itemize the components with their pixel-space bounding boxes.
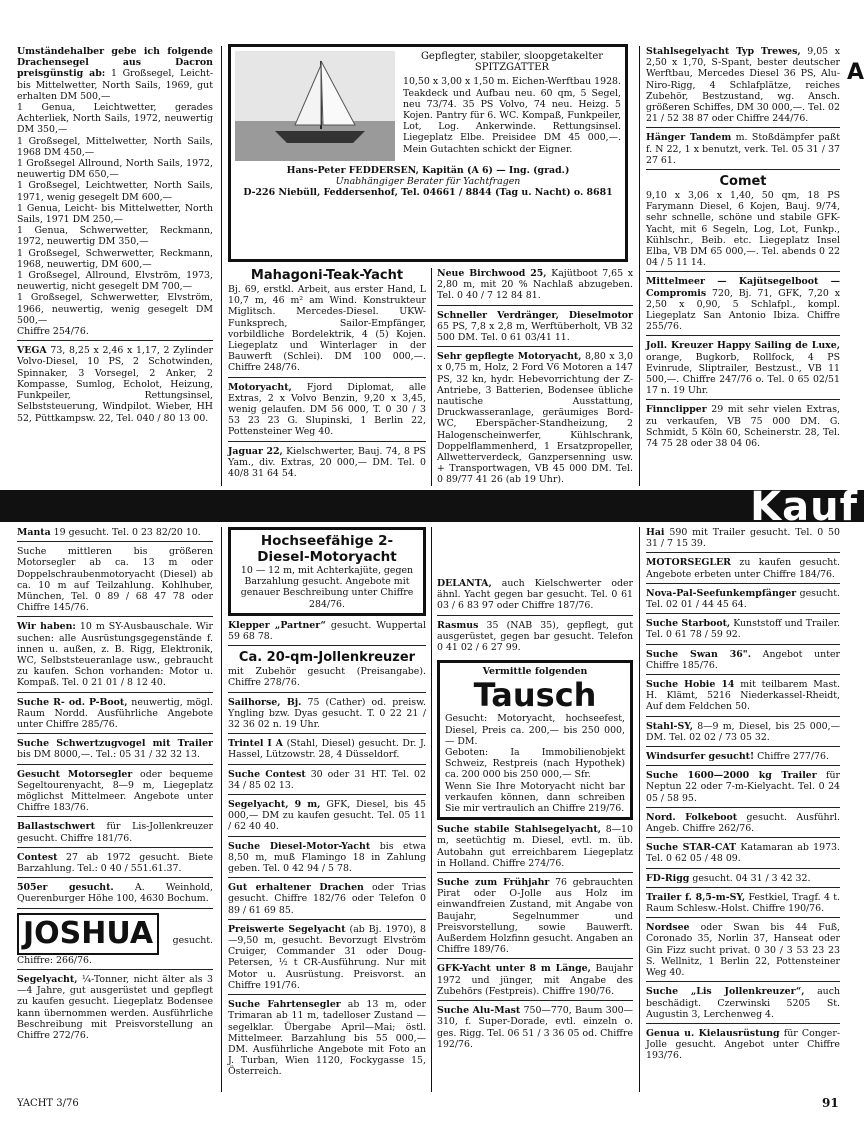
- ad-headline: Segelyacht,: [17, 973, 78, 985]
- ad-text: orange, Bugkorb, Rollfock, 4 PS Evinrude, Sliptrailer, Bestzust., VB 11 500,—. Chiffre 247/76 o. Tel. 0 65 02/51 17 n. 19 Uhr.: [646, 351, 840, 397]
- ad-text: (ab Bj. 1970), 8—9,50 m, gesucht. Bevorzugt Elvström Cruiger, Commander 31 oder Doug-Petersen, ½ t CR-Ausführung. Nur mit Motor u. Ausrüstung. Preisvorst. an Chiffre 191/76.: [228, 923, 426, 991]
- classified-ad: [437, 963, 633, 1001]
- ad-text: oder Trias gesucht. Chiffre 182/76 oder Telefon 0 89 / 61 69 85.: [228, 882, 426, 916]
- classified-ad: [437, 578, 633, 616]
- ad-text: A. Weinhold, Querenburger Höhe 100, 4630 Bochum.: [17, 882, 213, 905]
- classified-ad: [17, 913, 213, 970]
- classified-ad: [646, 842, 840, 868]
- classified-ad: [646, 679, 840, 717]
- footer-issue: YACHT 3/76: [17, 1098, 79, 1109]
- ad-text: 76 gebrauchten Pirat oder O-Jolle aus Holz im einwandfreien Zustand, mit Angabe von Baujahr, Segelnummer und Preisvorstellung, sowie Bauwerft. Außerdem Holzfinn gesucht. Angaben an Chiffre 189/76.: [437, 877, 633, 956]
- ad-text: bis DM 8000,—. Tel.: 05 31 / 32 32 13.: [17, 749, 200, 761]
- ad-headline: Suche R- od. P-Boot,: [17, 696, 128, 708]
- ad-text: bis etwa 8,50 m, muß Flamingo 18 in Zahlung geben. Tel. 0 42 94 / 5 78.: [228, 840, 426, 875]
- tausch-heading: Tausch: [473, 676, 597, 715]
- ad-headline: Schneller Verdränger, Dieselmotor: [437, 309, 633, 321]
- classified-ad: [646, 892, 840, 918]
- classified-ad: [228, 924, 426, 995]
- ad-headline: Trintel I A: [228, 738, 283, 750]
- ad-headline: Suche Diesel-Motor-Yacht: [228, 840, 371, 852]
- ad-text: 8—9 m, Diesel, bis 25 000,— DM. Tel. 02 02 / 73 05 32.: [646, 720, 840, 743]
- spitzgatter-body: 10,50 x 3,00 x 1,50 m. Eichen-Werftbau 1928. Teakdeck und Aufbau neu. 60 qm, 5 Segel, neu 73/74. 35 PS Volvo, 74 neu. Heizg. 5 Kojen. Pantry für 6. WC. Kompaß, Funkpeiler, Lot, Log. Ankerwinde. Rettungsinsel. Liegeplatz Elbe. Preisidee DM 45 000,—. Mein Gutachten schickt der Eigner.: [403, 76, 621, 155]
- ad-text: 30 oder 31 HT. Tel. 02 34 / 85 02 13.: [228, 768, 426, 791]
- ad-headline: Neue Birchwood 25,: [437, 268, 547, 279]
- ad-text: gesucht. Chiffre: 266/76.: [17, 934, 213, 966]
- ad-text: Katamaran ab 1973. Tel. 0 62 05 / 48 09.: [646, 842, 841, 865]
- classified-ad: [17, 882, 213, 908]
- classified-ad: [646, 1028, 840, 1065]
- ad-headline: Preiswerte Segelyacht: [228, 923, 346, 935]
- tausch-box: [437, 660, 633, 820]
- classified-ad: [17, 769, 213, 818]
- ad-headline: Ballastschwert: [17, 821, 95, 833]
- classified-ad: [646, 132, 840, 170]
- ad-headline: Gut erhaltener Drachen: [228, 882, 364, 894]
- ad-headline: Stahl-SY,: [646, 720, 693, 732]
- spitzgatter-title: Gepflegter, stabiler, sloopgetakelter SPITZGATTER: [420, 51, 604, 74]
- column-top-right: [646, 46, 840, 456]
- classified-ad: [646, 618, 840, 644]
- classified-ad: [228, 841, 426, 879]
- ad-text: 9,10 x 3,06 x 1,40, 50 qm, 18 PS Farymann Diesel, 6 Kojen, Bauj. 9/74, sehr schnelle, schöne und stabile GFK-Yacht, mit 6 Segeln, Log, Lot, Funkp., Kühlschr., Beib. etc. Liegeplatz Insel Elba, VB DM 65 000,—. Tel. abends 0 22 04 / 5 11 14.: [646, 190, 840, 269]
- ad-text: auch beschädigt. Czerwinski 5205 St. Augustin 3, Lerchenweg 4.: [646, 986, 840, 1020]
- ad-text: Festkiel, Tragf. 4 t. Raum Schlesw.-Holst. Chiffre 190/76.: [646, 891, 841, 915]
- classified-ad: [17, 345, 213, 426]
- ad-headline: Umständehalber gebe ich folgende Drachensegel aus Dacron preisgünstig ab:: [17, 46, 213, 80]
- ad-headline: Suche 1600—2000 kg Trailer: [646, 770, 817, 782]
- classified-ad: [17, 46, 213, 341]
- ad-headline: Suche „Lis Jollenkreuzer“,: [646, 986, 805, 998]
- column-bottom-2: [228, 527, 426, 1085]
- ad-headline: Joll. Kreuzer Happy Sailing de Luxe,: [646, 340, 840, 352]
- ad-text: Suche mittleren bis größeren Motorsegler ab ca. 13 m oder Doppelschraubenmotoryacht (Diesel) ab ca. 10 m auf Teilzahlung. Kohlhuber, München, Tel. 0 89 / 68 47 78 oder Chiffre 145/76.: [17, 546, 213, 614]
- kauf-banner: [0, 484, 864, 530]
- classified-ad: [228, 738, 426, 764]
- classified-ad: [646, 751, 840, 766]
- ad-headline: Nova-Pal-Seefunkempfänger: [646, 587, 797, 599]
- ad-headline: Stahlsegelyacht Typ Trewes,: [646, 46, 801, 57]
- classified-ad: [646, 276, 840, 336]
- ad-headline: Ca. 20-qm-Jollenkreuzer: [238, 650, 416, 666]
- ad-text: ¼-Tonner, nicht älter als 3—4 Jahre, gut ausgerüstet und gepflegt zu kaufen gesucht. Liegeplatz Bodensee kann übernommen werden. Ausführliche Beschreibung mit Preisvorstellung an Chiffre 272/76.: [17, 973, 213, 1041]
- motoryacht-body: 10 — 12 m, mit Achterkajüte, gegen Barzahlung gesucht. Angebote mit genauer Beschreibung unter Chiffre 284/76.: [240, 565, 414, 610]
- classified-ad: [228, 650, 426, 692]
- ad-text: für Neptun 22 oder 7-m-Kielyacht. Tel. 0 24 05 / 58 95.: [646, 770, 840, 804]
- ad-headline: FD-Rigg: [646, 872, 690, 884]
- classified-ad: [228, 446, 426, 483]
- ad-text: gesucht. 04 31 / 3 42 32.: [692, 872, 811, 884]
- classified-ad: [228, 620, 426, 646]
- ad-headline: Suche Schwertzugvogel mit Trailer: [17, 738, 213, 750]
- column-top-mid-left: [228, 268, 426, 486]
- advisor-address: D-226 Niebüll, Feddersenhof, Tel. 04661 / 8844 (Tag u. Nacht) o. 8681: [243, 187, 613, 199]
- classified-ad: [646, 340, 840, 400]
- sailboat-photo: [235, 51, 395, 161]
- classified-ad: [17, 527, 213, 542]
- ad-text: 19 gesucht. Tel. 0 23 82/20 10.: [53, 527, 201, 538]
- ad-text: 720, Bj. 71, GFK, 7,20 x 2,50 x 0,90, 5 Schlafpl., kompl. Liegeplatz San Antonio Ibiza. Chiffre 255/76.: [646, 287, 840, 333]
- ad-headline: Manta: [17, 527, 51, 538]
- classified-ad: [17, 821, 213, 847]
- ad-text: auch Kielschwerter oder ähnl. Yacht gegen bar gesucht. Tel. 0 61 03 / 6 83 97 oder Chiffre 187/76.: [437, 578, 633, 612]
- classified-ad: [437, 268, 633, 306]
- ad-text: Chiffre 277/76.: [757, 751, 829, 763]
- ad-text: 35 (NAB 35), gepflegt, gut ausgerüstet, gegen bar gesucht. Telefon 0 41 02 / 6 27 99.: [437, 619, 633, 654]
- ad-headline: Suche zum Frühjahr: [437, 877, 550, 889]
- ad-headline: Comet: [719, 174, 767, 190]
- ad-headline: Gesucht Motorsegler: [17, 768, 133, 780]
- ad-text: 1 Großsegel, Leicht- bis Mittelwetter, North Sails, 1969, gut erhalten DM 500,— 1 Genua, Leichtwetter, gerades Achterliek, North Sails, 1972, neuwertig DM 350,— 1 Großsegel, Mittelwetter, North Sails, 1968 DM 450,— 1 Großsegel Allround, North Sails, 1972, neuwertig DM 650,— 1 Großsegel, Leichtwetter, North Sails, 1971, wenig gesegelt DM 600,— 1 Genua, Leicht- bis Mittelwetter, North Sails, 1971 DM 250,— 1 Genua, Schwerwetter, Reckmann, 1972, neuwertig DM 350,— 1 Großsegel, Schwerwetter, Reckmann, 1968, neuwertig, DM 600,— 1 Großsegel, Allround, Elvström, 1973, neuwertig, nicht gesegelt DM 700,— 1 Großsegel, Schwerwetter, Elvström, 1966, neuwertig, wenig gesegelt DM 500,— Chiffre 254/76.: [17, 68, 213, 338]
- advisor-subtitle: Unabhängiger Berater für Yachtfragen: [335, 176, 521, 188]
- column-top-mid-right: [437, 268, 633, 493]
- classified-ad: [228, 382, 426, 442]
- classified-ad: [437, 824, 633, 873]
- ad-text: Kunststoff und Trailer. Tel. 0 61 78 / 59 92.: [646, 618, 840, 641]
- ad-text: 750—770, Baum 300—310, f. Super-Dorade, evtl. einzeln o. ges. Rigg. Tel. 06 51 / 3 36 05 od. Chiffre 192/76.: [437, 1005, 633, 1050]
- ad-text: Kielschwerter, Bauj. 74, 8 PS Yam., div. Extras, 20 000,— DM. Tel. 0 40/8 31 64 54.: [228, 445, 426, 480]
- ad-headline: Contest: [17, 851, 58, 863]
- ad-headline: Suche Alu-Mast: [437, 1005, 521, 1017]
- ad-text: oder Swan bis 44 Fuß, Coronado 35, Norlin 37, Hanseat oder Gin Fizz sucht privat. 0 30 / 3 53 23 23 S. Wellnitz, 1 Berlin 22, Pottensteiner Weg 40.: [646, 922, 840, 979]
- classified-ad: [646, 873, 840, 888]
- classified-ad: [646, 588, 840, 614]
- ad-text: Bj. 69, erstkl. Arbeit, aus erster Hand, L 10,7 m, 46 m² am Wind. Konstrukteur Miglitsch. Mercedes-Diesel. UKW-Funksprech, Sailor-Empfänger, vorbildliche Bordelektrik, 4 (5) Kojen. Liegeplatz und Winterlager in der Bauwerft (Schlei). DM 100 000,—. Chiffre 248/76.: [228, 284, 426, 374]
- classified-ad: [646, 770, 840, 808]
- ad-text: m. Stoßdämpfer paßt f. N 22, 1 x benutzt, verk. Tel. 05 31 / 37 27 61.: [646, 132, 840, 166]
- ad-headline: Hai: [646, 527, 665, 538]
- ad-headline: Suche Starboot,: [646, 618, 731, 630]
- ad-headline: Trailer f. 8,5-m-SY,: [646, 891, 746, 903]
- ad-headline: Suche Contest: [228, 768, 306, 780]
- classified-ad: [646, 404, 840, 452]
- tausch-body: Gesucht: Motoryacht, hochseefest, Diesel, Preis ca. 200,— bis 250 000,— DM. Geboten: Ia Immobilienobjekt Schweiz, Restpreis (nach Hypothek) ca. 200 000 bis 250 000,— Sfr. Wenn Sie Ihre Motoryacht nicht bar verkaufen können, dann schreiben Sie mir vertraulich an Chiffre 219/76.: [445, 713, 625, 815]
- classified-ad: [17, 738, 213, 764]
- classified-ad: [646, 174, 840, 272]
- ad-headline: Sehr gepflegte Motoryacht,: [437, 351, 582, 363]
- ad-headline: DELANTA,: [437, 578, 492, 589]
- classified-ad: [646, 986, 840, 1024]
- spitzgatter-ad: [228, 44, 628, 262]
- ad-headline: Finnclipper: [646, 404, 707, 416]
- column-bottom-3: [437, 578, 633, 1057]
- ad-headline: Windsurfer gesucht!: [646, 751, 755, 763]
- classified-ad: [17, 974, 213, 1044]
- ad-headline: Wir haben:: [17, 621, 76, 633]
- classified-ad: [17, 546, 213, 617]
- ad-headline: JOSHUA: [17, 913, 159, 955]
- ad-text: 10 m SY-Ausbauschale. Wir suchen: alle Ausrüstungsgegenstände f. innen u. außen, z. B. Rigg, Elektronik, WC, Selbststeueranlage usw., gebraucht zu kaufen. Schon vorhanden: Motor u. Kompaß. Tel. 0 21 01 / 8 12 40.: [17, 621, 214, 689]
- column-bottom-1: [17, 527, 213, 1048]
- motoryacht-box: [228, 527, 426, 616]
- ad-headline: Klepper „Partner“: [228, 619, 326, 631]
- classified-ad: [646, 46, 840, 128]
- ad-text: Angebot unter Chiffre 185/76.: [646, 648, 841, 671]
- ad-text: Fjord Diplomat, alle Extras, 2 x Volvo Benzin, 9,20 x 3,45, wenig gelaufen. DM 56 000, T. 0 30 / 3 53 23 23 G. Slupinski, 1 Berlin 22, Pottensteiner Weg 40.: [228, 381, 426, 438]
- ad-text: zu kaufen gesucht. Angebote erbeten unter Chiffre 184/76.: [646, 557, 840, 580]
- kauf-heading: Kauf: [750, 484, 858, 530]
- ad-text: für Lis-Jollenkreuzer gesucht. Chiffre 181/76.: [17, 821, 213, 844]
- advisor-name: Hans-Peter FEDDERSEN, Kapitän (A 6) — Ing. (grad.): [286, 165, 570, 176]
- ad-text: 75 (Cather) od. preisw. Yngling bzw. Dyas gesucht. T. 0 22 21 / 32 36 02 n. 19 Uhr.: [228, 696, 426, 731]
- ad-text: 73, 8,25 x 2,46 x 1,17, 2 Zylinder Volvo-Diesel, 10 PS, 2 Schotwinden, Spinnaker, 3 Vorsegel, 2 Anker, 2 Kompasse, Sumlog, Echolot, Heizung, Funkpeiler, Rettungsinsel, Selbststeuerung, Windpilot. Wieber, HH 52, Püttkampsw. 22, Tel. 040 / 80 13 00.: [17, 345, 213, 424]
- ad-text: 8—10 m, seetüchtig m. Diesel, evtl. m. üb. Autobahn gut erreichbarem Liegeplatz in Holland. Chiffre 274/76.: [437, 824, 633, 869]
- ad-headline: Segelyacht, 9 m,: [228, 799, 321, 811]
- ad-headline: GFK-Yacht unter 8 m Länge,: [437, 963, 591, 975]
- ad-headline: VEGA: [17, 345, 47, 357]
- classified-ad: [437, 310, 633, 348]
- ad-text: 65 PS, 7,8 x 2,8 m, Werftüberholt, VB 32 500 DM. Tel. 0 61 03/41 11.: [437, 320, 633, 344]
- ad-text: oder bequeme Segeltourenyacht, 8—9 m, Liegeplatz möglichst Mittelmeer. Angebote unter Chiffre 183/76.: [17, 768, 214, 814]
- classified-ad: [646, 557, 840, 583]
- classified-ad: [17, 852, 213, 878]
- ad-headline: 505er gesucht.: [17, 882, 114, 894]
- ad-text: gesucht. Tel. 02 01 / 44 45 64.: [646, 587, 840, 611]
- classified-ad: [228, 268, 426, 378]
- ad-text: 9,05 x 2,50 x 1,70, S-Spant, bester deutscher Werftbau, Mercedes Diesel 36 PS, Alu-Niro-Rigg, 4 Schlafplätze, reiches Zubehör, Bestzustand, wg. Ansch. größeren Schiffes, DM 30 000,—. Tel. 02 21 / 52 38 87 oder Chiffre 244/76.: [646, 46, 840, 125]
- ad-text: gesucht. Ausführl. Angeb. Chiffre 262/76.: [646, 811, 840, 835]
- classified-ad: [646, 527, 840, 553]
- ad-text: ab 13 m, oder Trimaran ab 11 m, tadelloser Zustand — segelklar. Übergabe April—Mai; östl. Mittelmeer. Barzahlung bis 55 000,— DM. Ausführliche Angebote mit Foto an J. Turban, Wien 1120, Fockygasse 15, Österreich.: [228, 999, 426, 1078]
- classified-ad: [646, 721, 840, 747]
- tausch-intro: Vermittle folgenden: [482, 666, 588, 678]
- classified-ad: [437, 620, 633, 657]
- ad-text: gesucht. Wuppertal 59 68 78.: [228, 619, 426, 643]
- ad-text: mit teilbarem Mast. H. Klämt, 5216 Niederkassel-Rheidt, Auf dem Feldchen 50.: [646, 679, 840, 713]
- classified-ad: [17, 621, 213, 692]
- ad-headline: Motoryacht,: [228, 381, 292, 393]
- ad-headline: Mahagoni-Teak-Yacht: [250, 268, 404, 283]
- ad-text: Kajütboot 7,65 x 2,80 m, mit 20 % Nachlaß abzugeben. Tel. 0 40 / 7 12 84 81.: [437, 268, 634, 302]
- ad-headline: Suche Fahrtensegler: [228, 999, 341, 1011]
- corner-letter: A: [846, 60, 864, 85]
- column-top-left: [17, 46, 213, 431]
- column-bottom-4: [646, 527, 840, 1069]
- ad-headline: Nord. Folkeboot: [646, 811, 738, 823]
- footer-page-number: 91: [822, 1096, 839, 1110]
- ad-text: Baujahr 1972 und jünger, mit Angabe des Zubehörs (Festpreis). Chiffre 190/76.: [437, 963, 633, 997]
- classified-ad: [646, 812, 840, 838]
- classified-ad: [228, 882, 426, 920]
- ad-text: 27 ab 1972 gesucht. Biete Barzahlung. Tel.: 0 40 / 551.61.37.: [17, 851, 214, 875]
- classified-ad: [228, 697, 426, 735]
- ad-text: 590 mit Trailer gesucht. Tel. 0 50 31 / 7 15 39.: [646, 527, 840, 550]
- classified-ad: [646, 922, 840, 982]
- ad-text: 8,80 x 3,0 x 0,75 m, Holz, 2 Ford V6 Motoren a 147 PS, 32 kn, hydr. Hebevorrichtung der Z-Antriebe, 3 Batterien, Bodensee übliche nautische Ausstattung, Druckwasseranlage, geräumiges Bord-WC, Eberspächer-Standheizung, 2 Halogenscheinwerfer, Kühlschrank, Doppelflammenherd, 1 Ersatzpropeller, Allwetterverdeck, Ganzpersenning usw. + Transportwagen, VB 45 000 DM. Tel. 0 89/77 41 26 (ab 19 Uhr).: [437, 351, 633, 486]
- classified-ad: [437, 351, 633, 488]
- classified-ad: [437, 877, 633, 959]
- ad-text: neuwertig, mögl. Raum Nordd. Ausführliche Angebote unter Chiffre 285/76.: [17, 696, 214, 731]
- ad-text: (Stahl, Diesel) gesucht. Dr. J. Hassel, Lützowstr. 28, 4 Düsseldorf.: [228, 738, 427, 761]
- classified-ad: [17, 697, 213, 735]
- classified-ad: [228, 769, 426, 795]
- classified-ad: [437, 1005, 633, 1053]
- ad-headline: Jaguar 22,: [228, 445, 283, 457]
- ad-headline: Nordsee: [646, 922, 690, 934]
- classified-ad: [228, 799, 426, 837]
- ad-text: mit Zubehör gesucht (Preisangabe). Chiffre 278/76.: [228, 666, 426, 689]
- ad-headline: Sailhorse, Bj.: [228, 696, 302, 708]
- classified-ad: [228, 999, 426, 1080]
- ad-headline: Hänger Tandem: [646, 132, 732, 144]
- ad-headline: Genua u. Kielausrüstung: [646, 1027, 780, 1039]
- ad-text: für Conger-Jolle gesucht. Angebot unter Chiffre 193/76.: [646, 1027, 840, 1062]
- ad-headline: Suche STAR-CAT: [646, 842, 737, 854]
- ad-headline: Suche Swan 36".: [646, 648, 751, 660]
- ad-text: 29 mit sehr vielen Extras, zu verkaufen, VB 75 000 DM. G. Schmidt, 5 Köln 60, Scheinerstr. 28, Tel. 74 75 28 oder 38 04 06.: [646, 404, 840, 450]
- ad-headline: Suche stabile Stahlsegelyacht,: [437, 824, 601, 836]
- ad-text: GFK, Diesel, bis 45 000,— DM zu kaufen gesucht. Tel. 05 11 / 62 40 40.: [228, 799, 426, 833]
- ad-headline: Suche Hobie 14: [646, 679, 735, 691]
- classified-ad: [646, 649, 840, 675]
- ad-headline: MOTORSEGLER: [646, 557, 731, 569]
- ad-headline: Mittelmeer — Kajütsegelboot — Compromis: [646, 276, 840, 299]
- ad-headline: Rasmus: [437, 619, 479, 631]
- motoryacht-title: Hochseefähige 2-Diesel-Motoryacht: [257, 533, 397, 565]
